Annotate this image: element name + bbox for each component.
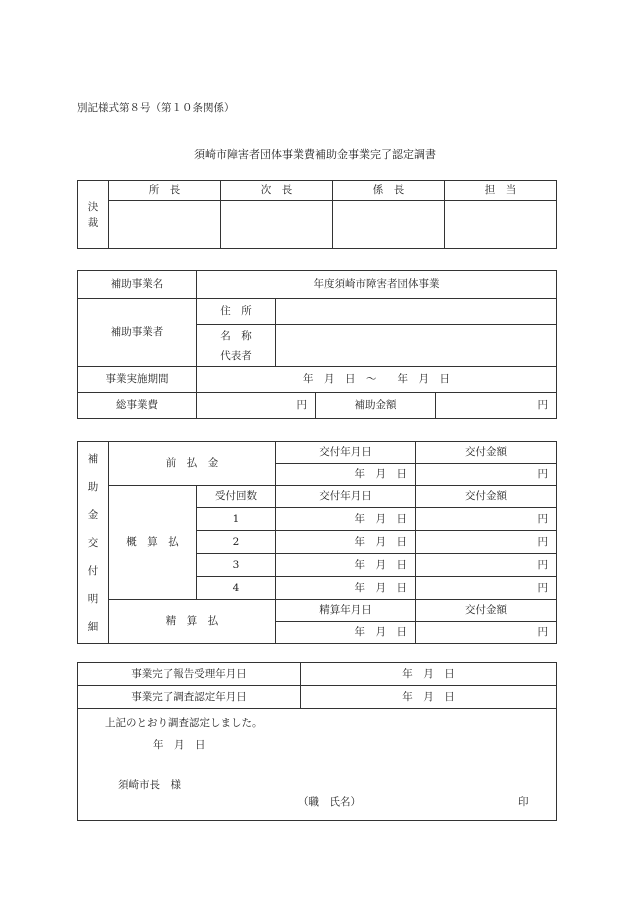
total-cost-label: 総事業費 — [78, 393, 197, 419]
operator-label: 補助事業者 — [78, 299, 197, 367]
approx-date-4[interactable]: 年 月 日 — [276, 577, 416, 600]
seal-mark: 印 — [518, 796, 529, 808]
settle-date-header: 精算年月日 — [276, 600, 416, 622]
approx-amount-header: 交付金額 — [416, 486, 557, 508]
approx-date-2[interactable]: 年 月 日 — [276, 531, 416, 554]
address-label: 住 所 — [197, 299, 276, 325]
addressee: 須崎市長 様 — [118, 779, 181, 791]
approval-col-deputy: 次 長 — [221, 181, 333, 201]
certification-block — [78, 709, 557, 821]
count-3: 3 — [197, 554, 276, 577]
detail-side-label: 補 助 金 交 付 明 細 — [78, 442, 109, 644]
prepay-date-field[interactable]: 年 月 日 — [276, 464, 416, 486]
document-title: 須崎市障害者団体事業費補助金事業完了認定調書 — [194, 148, 436, 161]
project-name-label: 補助事業名 — [78, 271, 197, 299]
stamp-cell-staff[interactable] — [445, 201, 557, 249]
approx-amount-3[interactable]: 円 — [416, 554, 557, 577]
settle-label: 精 算 払 — [109, 600, 276, 644]
prepay-label: 前 払 金 — [109, 442, 276, 486]
approval-label: 決 裁 — [78, 181, 109, 249]
form-number: 別記様式第８号（第１０条関係） — [77, 102, 235, 114]
report-date-field[interactable]: 年 月 日 — [301, 663, 557, 686]
check-date-label: 事業完了調査認定年月日 — [78, 686, 301, 709]
approval-col-chief: 所 長 — [109, 181, 221, 201]
prepay-amount-header: 交付金額 — [416, 442, 557, 464]
approx-label: 概 算 払 — [109, 486, 197, 600]
approval-table — [77, 180, 557, 249]
certification-statement: 上記のとおり調査認定しました。 — [105, 717, 263, 729]
count-header: 受付回数 — [197, 486, 276, 508]
period-label: 事業実施期間 — [78, 367, 197, 393]
approval-col-staff: 担 当 — [445, 181, 557, 201]
approval-col-section-chief: 係 長 — [333, 181, 445, 201]
period-value[interactable]: 年 月 日 ～ 年 月 日 — [197, 367, 557, 393]
approx-amount-4[interactable]: 円 — [416, 577, 557, 600]
approx-amount-1[interactable]: 円 — [416, 508, 557, 531]
count-2: 2 — [197, 531, 276, 554]
check-date-field[interactable]: 年 月 日 — [301, 686, 557, 709]
completion-table — [77, 662, 557, 821]
approx-amount-2[interactable]: 円 — [416, 531, 557, 554]
name-rep-field[interactable] — [276, 325, 557, 367]
name-rep-label: 名 称 代表者 — [197, 325, 276, 367]
count-1: 1 — [197, 508, 276, 531]
approx-date-3[interactable]: 年 月 日 — [276, 554, 416, 577]
settle-amount-header: 交付金額 — [416, 600, 557, 622]
project-table — [77, 270, 557, 419]
certification-date[interactable]: 年 月 日 — [153, 739, 206, 751]
stamp-cell-deputy[interactable] — [221, 201, 333, 249]
settle-date-field[interactable]: 年 月 日 — [276, 622, 416, 644]
prepay-date-header: 交付年月日 — [276, 442, 416, 464]
total-cost-field[interactable]: 円 — [197, 393, 316, 419]
stamp-cell-section-chief[interactable] — [333, 201, 445, 249]
approx-date-header: 交付年月日 — [276, 486, 416, 508]
subsidy-amount-field[interactable]: 円 — [436, 393, 557, 419]
count-4: 4 — [197, 577, 276, 600]
subsidy-amount-label: 補助金額 — [316, 393, 436, 419]
payment-detail-table — [77, 441, 557, 644]
stamp-cell-chief[interactable] — [109, 201, 221, 249]
report-date-label: 事業完了報告受理年月日 — [78, 663, 301, 686]
project-name-value[interactable]: 年度須崎市障害者団体事業 — [197, 271, 557, 299]
settle-amount-field[interactable]: 円 — [416, 622, 557, 644]
approx-date-1[interactable]: 年 月 日 — [276, 508, 416, 531]
address-field[interactable] — [276, 299, 557, 325]
official-name[interactable]: （職 氏名） — [298, 796, 361, 808]
prepay-amount-field[interactable]: 円 — [416, 464, 557, 486]
